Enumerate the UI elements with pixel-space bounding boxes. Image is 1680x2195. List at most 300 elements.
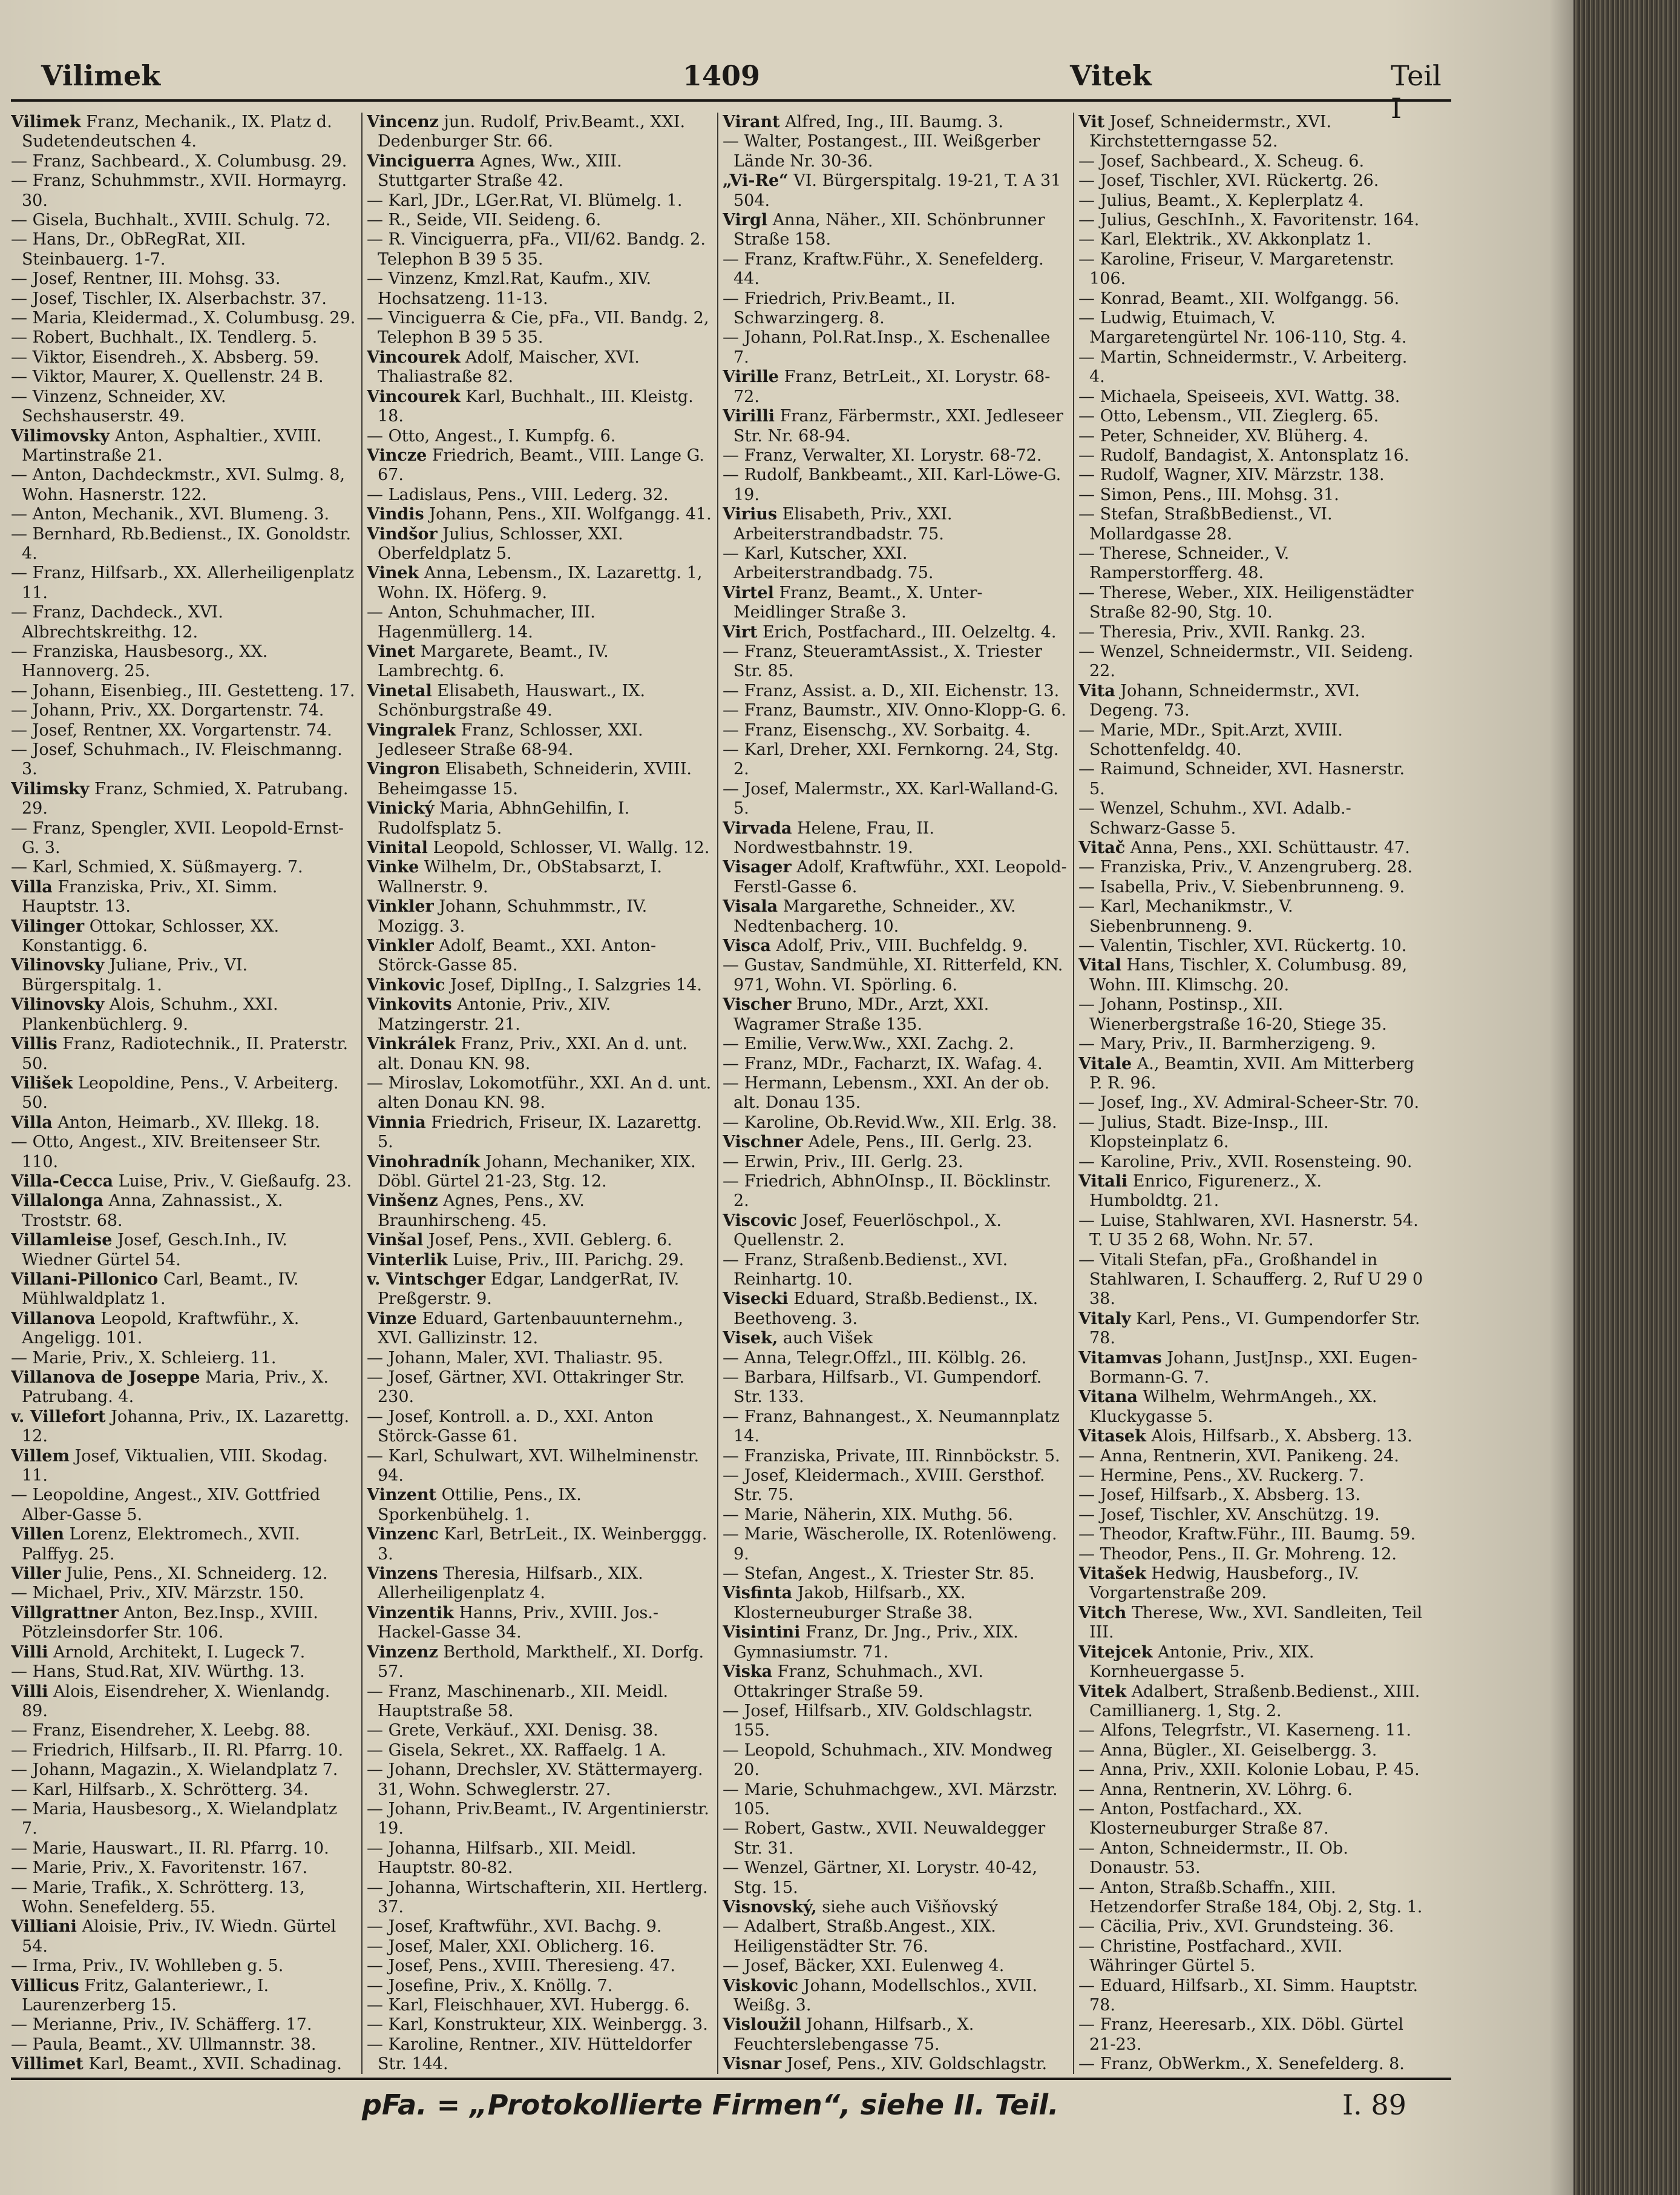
directory-entry xyxy=(1078,113,1423,152)
directory-entry xyxy=(367,976,712,995)
entry-surname: Visloužil xyxy=(723,2015,801,2035)
entry-details: Agnes, Pens., XV. Braunhirscheng. 45. xyxy=(378,1191,585,1230)
entry-surname: Vilinovsky xyxy=(11,956,105,975)
directory-entry xyxy=(11,1349,356,1368)
entry-surname: Vincourek xyxy=(367,347,461,367)
entry-details: — Karl, Hilfsarb., X. Schrötterg. 34. xyxy=(11,1780,309,1799)
entry-details: — Rudolf, Bandagist, X. Antonsplatz 16. xyxy=(1078,446,1409,465)
entry-details: — Karl, Konstrukteur, XIX. Weinbergg. 3. xyxy=(367,2015,708,2035)
entry-details: — Otto, Angest., I. Kumpfg. 6. xyxy=(367,426,616,446)
entry-details: Elisabeth, Priv., XXI. Arbeiterstrandbadstr. 75. xyxy=(733,505,953,544)
directory-entry xyxy=(723,1329,1068,1348)
entry-surname: Visintini xyxy=(723,1623,801,1642)
entry-surname: Vinzent xyxy=(367,1486,436,1505)
entry-details: — Franz, Assist. a. D., XII. Eichenstr. 13. xyxy=(723,681,1060,700)
directory-entry xyxy=(1078,623,1423,642)
directory-entry xyxy=(723,1780,1068,1820)
directory-entry xyxy=(11,113,356,152)
entry-details: — Josef, Ing., XV. Admiral-Scheer-Str. 70. xyxy=(1078,1093,1420,1113)
entry-details: — Therese, Weber., XIX. Heiligenstädter Straße 82-90, Stg. 10. xyxy=(1078,583,1414,622)
entry-details: — Franz, Maschinenarb., XII. Meidl. Hauptstraße 58. xyxy=(367,1682,669,1720)
entry-details: Leopoldine, Pens., V. Arbeiterg. 50. xyxy=(22,1073,339,1113)
directory-entry xyxy=(367,1191,712,1231)
directory-entry xyxy=(723,1819,1068,1858)
entry-details: Josef, Gesch.Inh., IV. Wiedner Gürtel 54. xyxy=(22,1231,287,1269)
directory-entry xyxy=(11,1604,356,1643)
directory-entry xyxy=(1078,1741,1423,1760)
directory-entry xyxy=(367,1525,712,1564)
directory-entry xyxy=(1078,897,1423,936)
entry-details: — Johann, Maler, XVI. Thaliastr. 95. xyxy=(367,1348,663,1367)
entry-surname: Vitašek xyxy=(1078,1564,1146,1584)
directory-entry xyxy=(1078,1917,1423,1937)
directory-entry xyxy=(367,838,712,858)
entry-details: — Erwin, Priv., III. Gerlg. 23. xyxy=(723,1152,963,1171)
directory-entry xyxy=(367,1682,712,1722)
entry-surname: Villani-Pillonico xyxy=(11,1269,159,1289)
entry-details: — Vinzenz, Schneider, XV. Sechshauserstr. 49. xyxy=(11,387,226,426)
entry-details: — Friedrich, AbhnOInsp., II. Böcklinstr. 2. xyxy=(723,1171,1051,1211)
directory-entry xyxy=(723,1153,1068,1172)
entry-details: Theresia, Hilfsarb., XIX. Allerheiligenplatz 4. xyxy=(378,1564,643,1603)
directory-entry xyxy=(723,1035,1068,1054)
entry-surname: Vinzenz xyxy=(367,1642,438,1662)
directory-entry xyxy=(723,1407,1068,1447)
directory-entry xyxy=(367,897,712,936)
entry-details: Karl, Buchhalt., III. Kleistg. 18. xyxy=(378,387,694,426)
directory-entry xyxy=(723,995,1068,1035)
column-divider xyxy=(361,113,363,2074)
entry-details: — Josef, Maler, XXI. Oblicherg. 16. xyxy=(367,1937,655,1956)
directory-entry xyxy=(1078,309,1423,348)
directory-entry xyxy=(1078,1211,1423,1251)
entry-details: — Anna, Priv., XXII. Kolonie Lobau, P. 45. xyxy=(1078,1760,1420,1780)
entry-surname: Vit xyxy=(1078,113,1105,131)
directory-entry xyxy=(1078,427,1423,446)
entry-surname: Vincenz xyxy=(367,113,439,131)
directory-entry xyxy=(11,1525,356,1564)
entry-surname: Vilinovsky xyxy=(11,995,105,1015)
directory-entry xyxy=(1078,1387,1423,1427)
entry-details: Arnold, Architekt, I. Lugeck 7. xyxy=(53,1642,306,1662)
entry-details: — Martin, Schneidermstr., V. Arbeiterg. 4. xyxy=(1078,347,1408,387)
directory-entry xyxy=(723,1055,1068,1074)
directory-entry xyxy=(367,309,712,348)
entry-details: Anna, Zahnassist., X. Troststr. 68. xyxy=(22,1191,283,1230)
entry-details: — Karl, Dreher, XXI. Fernkorng. 24, Stg. 2. xyxy=(723,740,1059,779)
directory-entry xyxy=(367,1721,712,1740)
entry-details: — Ludwig, Etuimach, V. Margaretengürtel Nr. 106-110, Stg. 4. xyxy=(1078,309,1407,347)
entry-details: Antonie, Priv., XIX. Kornheuergasse 5. xyxy=(1089,1642,1314,1682)
directory-entry xyxy=(367,721,712,760)
directory-entry xyxy=(723,956,1068,995)
entry-details: — Josefine, Priv., X. Knöllg. 7. xyxy=(367,1976,613,1995)
directory-entry xyxy=(1078,2055,1423,2074)
header-last-name: Vitek xyxy=(1070,59,1152,92)
entry-surname: Vilišek xyxy=(11,1073,73,1093)
entry-surname: Villiani xyxy=(11,1917,77,1937)
directory-entry xyxy=(367,1564,712,1604)
entry-details: — Christine, Postfachard., XVII. Währinger Gürtel 5. xyxy=(1078,1937,1343,1976)
directory-entry xyxy=(11,1800,356,1839)
directory-entry xyxy=(1078,1349,1423,1388)
entry-details: Josef, Viktualien, VIII. Skodag. 11. xyxy=(22,1446,328,1486)
entry-surname: Vitaly xyxy=(1078,1309,1131,1328)
entry-details: — Franziska, Hausbesorg., XX. Hannoverg. 25. xyxy=(11,642,268,681)
entry-surname: Vinet xyxy=(367,642,416,661)
entry-details: Margarete, Beamt., IV. Lambrechtg. 6. xyxy=(378,642,609,681)
directory-entry xyxy=(11,995,356,1035)
directory-entry xyxy=(11,289,356,309)
entry-surname: Villa xyxy=(11,877,53,897)
column-divider xyxy=(717,113,718,2074)
directory-entry xyxy=(723,132,1068,171)
directory-entry xyxy=(1078,1545,1423,1564)
directory-entry xyxy=(1078,1506,1423,1525)
entry-surname: Vilinger xyxy=(11,917,85,936)
entry-details: — Karoline, Ob.Revid.Ww., XII. Erlg. 38. xyxy=(723,1113,1057,1132)
directory-entry xyxy=(723,250,1068,289)
entry-details: — Karoline, Priv., XVII. Rosensteing. 90. xyxy=(1078,1152,1413,1171)
entry-surname: Vitejcek xyxy=(1078,1642,1153,1662)
entry-details: Franz, Mechanik., IX. Platz d. Sudetendeutschen 4. xyxy=(22,113,332,151)
entry-details: — Karl, Fleischhauer, XVI. Hubergg. 6. xyxy=(367,1996,691,2015)
directory-entry xyxy=(11,956,356,995)
entry-surname: Villanova xyxy=(11,1309,96,1328)
directory-entry xyxy=(11,1878,356,1918)
entry-details: Johann, Schneidermstr., XVI. Degeng. 73. xyxy=(1089,681,1360,720)
entry-details: — Otto, Angest., XIV. Breitenseer Str. 110. xyxy=(11,1133,321,1171)
directory-entry xyxy=(1078,1113,1423,1153)
entry-details: — Karl, JDr., LGer.Rat, VI. Blümelg. 1. xyxy=(367,191,683,210)
entry-details: — Hans, Dr., ObRegRat, XII. Steinbauerg. 1-7. xyxy=(11,230,246,269)
directory-entry xyxy=(11,1741,356,1760)
directory-entry xyxy=(367,1996,712,2015)
directory-entry xyxy=(723,2055,1068,2074)
entry-surname: Vinšenz xyxy=(367,1191,438,1211)
entry-details: — Anna, Telegr.Offzl., III. Kölblg. 26. xyxy=(723,1348,1027,1367)
directory-entry xyxy=(723,1584,1068,1623)
entry-details: — Paula, Beamt., XV. Ullmannstr. 38. xyxy=(11,2035,317,2054)
entry-surname: Villamleise xyxy=(11,1231,113,1250)
directory-entry xyxy=(11,152,356,171)
entry-details: siehe auch Višňovský xyxy=(822,1897,999,1917)
entry-surname: Viller xyxy=(11,1564,61,1584)
entry-details: — Josef, Kleidermach., XVIII. Gersthof. Str. 75. xyxy=(723,1466,1045,1505)
entry-details: Alois, Eisendreher, X. Wienlandg. 89. xyxy=(22,1682,330,1720)
directory-entry xyxy=(1078,1427,1423,1446)
directory-entry xyxy=(723,113,1068,132)
entry-surname: Villgrattner xyxy=(11,1603,119,1622)
entry-details: Johann, Modellschlos., XVII. Weißg. 3. xyxy=(733,1976,1038,2015)
entry-details: — Walter, Postangest., III. Weißgerber Lände Nr. 30-36. xyxy=(723,132,1040,171)
entry-details: — Franz, Dachdeck., XVI. Albrechtskreithg. 12. xyxy=(11,603,223,642)
entry-surname: Vinkovic xyxy=(367,975,445,995)
entry-details: — Johann, Eisenbieg., III. Gestetteng. 17. xyxy=(11,681,355,700)
entry-details: — Robert, Buchhalt., IX. Tendlerg. 5. xyxy=(11,328,318,347)
entry-details: Franziska, Priv., XI. Simm. Hauptstr. 13. xyxy=(22,877,278,917)
entry-details: Josef, DiplIng., I. Salzgries 14. xyxy=(450,975,702,995)
directory-entry xyxy=(11,1231,356,1270)
directory-entry xyxy=(1078,956,1423,995)
entry-details: Berthold, Markthelf., XI. Dorfg. 57. xyxy=(378,1642,704,1682)
directory-entry xyxy=(11,1113,356,1133)
directory-entry xyxy=(367,427,712,446)
directory-entry xyxy=(1078,191,1423,211)
directory-entry xyxy=(367,211,712,230)
directory-entry xyxy=(723,544,1068,584)
directory-entry xyxy=(11,466,356,505)
entry-details: — Gisela, Sekret., XX. Raffaelg. 1 A. xyxy=(367,1740,666,1760)
entry-surname: Vilimek xyxy=(11,113,81,131)
directory-entry xyxy=(723,780,1068,819)
entry-details: — Franz, Kraftw.Führ., X. Senefelderg. 44. xyxy=(723,249,1044,289)
directory-entry xyxy=(367,1760,712,1800)
column-3 xyxy=(723,113,1068,2074)
entry-details: — R. Vinciguerra, pFa., VII/62. Bandg. 2. Telephon B 39 5 35. xyxy=(367,230,706,269)
entry-details: — Josef, Tischler, XVI. Rückertg. 26. xyxy=(1078,171,1379,191)
entry-surname: Visnovský, xyxy=(723,1897,817,1917)
entry-surname: Virilli xyxy=(723,407,775,426)
entry-details: — Anton, Schneidermstr., II. Ob. Donaustr. 53. xyxy=(1078,1838,1348,1878)
entry-details: Elisabeth, Schneiderin, XVIII. Beheimgasse 15. xyxy=(378,760,692,798)
directory-entry xyxy=(1078,878,1423,897)
entry-details: — Friedrich, Priv.Beamt., II. Schwarzingerg. 8. xyxy=(723,289,956,328)
directory-entry xyxy=(723,1251,1068,1290)
entry-details: — Josef, Tischler, XV. Anschützg. 19. xyxy=(1078,1505,1380,1524)
directory-entry xyxy=(367,446,712,485)
entry-details: Franz, BetrLeit., XI. Lorystr. 68-72. xyxy=(733,367,1051,406)
entry-details: — Wenzel, Schuhm., XVI. Adalb.-Schwarz-Gasse 5. xyxy=(1078,799,1351,838)
entry-details: — Josef, Malermstr., XX. Karl-Walland-G. 5. xyxy=(723,779,1058,818)
entry-surname: Vinkovits xyxy=(367,995,452,1015)
entry-details: Franz, Dr. Jng., Priv., XIX. Gymnasiumstr. 71. xyxy=(733,1623,1019,1662)
entry-details: — Josef, Pens., XVIII. Theresieng. 47. xyxy=(367,1956,676,1976)
entry-details: Adolf, Kraftwführ., XXI. Leopold-Ferstl-Gasse 6. xyxy=(733,858,1067,897)
directory-entry xyxy=(367,1270,712,1309)
entry-details: — Josef, Gärtner, XVI. Ottakringer Str. 230. xyxy=(367,1368,684,1407)
directory-entry xyxy=(367,682,712,721)
entry-details: Margarethe, Schneider., XV. Nedtenbacherg. 10. xyxy=(733,897,1016,936)
column-2 xyxy=(367,113,712,2074)
entry-details: Agnes, Ww., XIII. Stuttgarter Straße 42. xyxy=(378,151,622,191)
directory-entry xyxy=(1078,171,1423,191)
entry-details: — Johanna, Hilfsarb., XII. Meidl. Hauptstr. 80-82. xyxy=(367,1838,637,1878)
entry-details: Carl, Beamt., IV. Mühlwaldplatz 1. xyxy=(22,1269,299,1309)
directory-entry xyxy=(11,682,356,701)
entry-details: Karl, Beamt., XVII. Schadinag. xyxy=(88,2055,343,2074)
directory-entry xyxy=(1078,485,1423,505)
directory-entry xyxy=(1078,1447,1423,1466)
entry-surname: Vilimovsky xyxy=(11,426,110,446)
directory-entry xyxy=(1078,936,1423,956)
entry-details: — Anton, Straßb.Schaffn., XIII. Hetzendorfer Straße 184, Obj. 2, Stg. 1. xyxy=(1078,1878,1423,1917)
directory-entry xyxy=(723,1466,1068,1506)
directory-entry xyxy=(1078,682,1423,721)
directory-entry xyxy=(11,2035,356,2055)
entry-details: — Gustav, Sandmühle, XI. Ritterfeld, KN. 971, Wohn. VI. Spörling. 6. xyxy=(723,956,1063,995)
entry-details: — Karl, Kutscher, XXI. Arbeiterstrandbadg. 75. xyxy=(723,544,934,583)
entry-details: Luise, Priv., V. Gießaufg. 23. xyxy=(118,1171,352,1191)
entry-surname: Vital xyxy=(1078,956,1121,975)
directory-entry xyxy=(367,1937,712,1956)
entry-details: — Vinciguerra & Cie, pFa., VII. Bandg. 2, Telephon B 39 5 35. xyxy=(367,309,709,347)
entry-details: Lorenz, Elektromech., XVII. Palffyg. 25. xyxy=(22,1525,300,1564)
entry-surname: Vinek xyxy=(367,564,419,583)
entry-details: — R., Seide, VII. Seideng. 6. xyxy=(367,211,602,230)
directory-entry xyxy=(723,1956,1068,1976)
entry-details: — Johann, Pol.Rat.Insp., X. Eschenallee 7. xyxy=(723,328,1051,367)
entry-details: Josef, Pens., XVII. Geblerg. 6. xyxy=(428,1231,672,1250)
entry-details: — Theodor, Pens., II. Gr. Mohreng. 12. xyxy=(1078,1544,1397,1564)
entry-surname: Villis xyxy=(11,1035,57,1054)
directory-entry xyxy=(367,485,712,505)
directory-entry xyxy=(1078,1780,1423,1800)
entry-details: — Rudolf, Bankbeamt., XII. Karl-Löwe-G. 19. xyxy=(723,466,1061,504)
entry-details: — Karl, Schulwart, XVI. Wilhelminenstr. 94. xyxy=(367,1446,700,1486)
entry-details: Leopold, Schlosser, VI. Wallg. 12. xyxy=(433,838,710,858)
directory-entry xyxy=(723,740,1068,780)
entry-details: — Viktor, Maurer, X. Quellenstr. 24 B. xyxy=(11,367,324,387)
directory-entry xyxy=(367,2015,712,2035)
entry-details: — Ladislaus, Pens., VIII. Lederg. 32. xyxy=(367,485,669,504)
entry-surname: Visala xyxy=(723,897,778,917)
entry-surname: Vinke xyxy=(367,858,419,877)
entry-details: Karl, BetrLeit., IX. Weinberggg. 3. xyxy=(378,1525,707,1564)
directory-entry xyxy=(1078,721,1423,760)
directory-entry xyxy=(1078,799,1423,838)
entry-surname: Visecki xyxy=(723,1289,789,1309)
directory-entry xyxy=(1078,1153,1423,1172)
directory-entry xyxy=(723,1564,1068,1584)
directory-entry xyxy=(1078,584,1423,623)
directory-entry xyxy=(367,387,712,427)
directory-entry xyxy=(11,387,356,427)
directory-entry xyxy=(367,1486,712,1525)
directory-entry xyxy=(723,289,1068,329)
directory-entry xyxy=(367,1604,712,1643)
entry-details: — Marie, Trafik., X. Schrötterg. 13, Wohn. Senefelderg. 55. xyxy=(11,1878,305,1917)
entry-details: Enrico, Figurenerz., X. Humboldtg. 21. xyxy=(1089,1171,1322,1211)
entry-surname: Vitek xyxy=(1078,1682,1127,1701)
entry-details: — Konrad, Beamt., XII. Wolfgangg. 56. xyxy=(1078,289,1400,308)
directory-entry xyxy=(723,1917,1068,1956)
entry-details: Juliane, Priv., VI. Bürgerspitalg. 1. xyxy=(22,956,248,995)
directory-entry xyxy=(1078,642,1423,682)
directory-entry xyxy=(11,367,356,387)
entry-details: Josef, Schneidermstr., XVI. Kirchstetterngasse 52. xyxy=(1089,113,1332,151)
entry-details: — Wenzel, Gärtner, XI. Lorystr. 40-42, Stg. 15. xyxy=(723,1858,1038,1897)
entry-surname: Viska xyxy=(723,1662,773,1682)
entry-details: Luise, Priv., III. Parichg. 29. xyxy=(453,1250,684,1269)
entry-surname: Villa xyxy=(11,1113,53,1132)
entry-surname: Vinohradník xyxy=(367,1152,481,1171)
entry-details: Karl, Pens., VI. Gumpendorfer Str. 78. xyxy=(1089,1309,1420,1348)
entry-details: — Theresia, Priv., XVII. Rankg. 23. xyxy=(1078,622,1366,642)
entry-details: Maria, Priv., X. Patrubang. 4. xyxy=(22,1368,329,1407)
directory-entry xyxy=(11,171,356,211)
directory-entry xyxy=(367,2035,712,2074)
entry-details: — Grete, Verkäuf., XXI. Denisg. 38. xyxy=(367,1721,658,1740)
directory-entry xyxy=(723,1133,1068,1152)
directory-entry xyxy=(1078,250,1423,289)
entry-details: Eduard, Straßb.Bedienst., IX. Beethoveng. 3. xyxy=(733,1289,1039,1328)
entry-surname: Vischner xyxy=(723,1133,804,1152)
directory-entry xyxy=(11,1662,356,1682)
entry-details: — Josef, Tischler, IX. Alserbachstr. 37. xyxy=(11,289,327,308)
entry-details: Hanns, Priv., XVIII. Jos.-Hackel-Gasse 34. xyxy=(378,1603,659,1642)
entry-details: Leopold, Kraftwführ., X. Angeligg. 101. xyxy=(22,1309,300,1348)
directory-entry xyxy=(367,1153,712,1192)
entry-surname: Visager xyxy=(723,858,792,877)
entry-details: — Simon, Pens., III. Mohsg. 31. xyxy=(1078,485,1339,504)
entry-details: Franz, Beamt., X. Unter-Meidlinger Straße 3. xyxy=(733,583,983,622)
entry-surname: Vitali xyxy=(1078,1171,1128,1191)
entry-surname: Vindšor xyxy=(367,524,438,544)
entry-details: Alois, Schuhm., XXI. Plankenbüchlerg. 9. xyxy=(22,995,278,1034)
entry-details: — Raimund, Schneider, XVI. Hasnerstr. 5. xyxy=(1078,760,1405,798)
entry-details: — Josef, Kraftwführ., XVI. Bachg. 9. xyxy=(367,1917,662,1937)
entry-details: — Anton, Postfachard., XX. Klosterneuburger Straße 87. xyxy=(1078,1799,1329,1838)
directory-entry xyxy=(1078,211,1423,230)
directory-entry xyxy=(723,682,1068,701)
directory-entry xyxy=(1078,466,1423,485)
directory-entry xyxy=(723,367,1068,407)
entry-details: — Franz, Eisenschg., XV. Sorbaitg. 4. xyxy=(723,720,1031,740)
directory-entry xyxy=(367,269,712,309)
directory-entry xyxy=(1078,505,1423,544)
directory-entry xyxy=(11,1760,356,1780)
directory-entry xyxy=(11,819,356,858)
entry-details: Franz, Schlosser, XXI. Jedleseer Straße 68-94. xyxy=(378,720,643,759)
entry-details: Anton, Asphaltier., XVIII. Martinstraße 21. xyxy=(22,426,322,465)
directory-entry xyxy=(723,584,1068,623)
entry-details: — Franz, Heeresarb., XIX. Döbl. Gürtel 21-23. xyxy=(1078,2015,1403,2054)
entry-surname: v. Villefort xyxy=(11,1407,106,1426)
directory-entry xyxy=(11,211,356,230)
directory-entry xyxy=(1078,544,1423,584)
entry-details: — Cäcilia, Priv., XVI. Grundsteing. 36. xyxy=(1078,1917,1394,1937)
entry-details: — Michaela, Speiseeis, XVI. Wattg. 38. xyxy=(1078,387,1400,406)
entry-details: — Leopoldine, Angest., XIV. Gottfried Alber-Gasse 5. xyxy=(11,1486,321,1524)
directory-entry xyxy=(723,1525,1068,1564)
entry-details: — Franz, Eisendreher, X. Leebg. 88. xyxy=(11,1721,311,1740)
entry-surname: Vinzens xyxy=(367,1564,438,1584)
entry-surname: Vinetal xyxy=(367,681,432,700)
entry-surname: Visca xyxy=(723,936,771,956)
directory-entry xyxy=(1078,1643,1423,1682)
directory-entry xyxy=(723,721,1068,740)
entry-surname: Vilimsky xyxy=(11,779,90,798)
entry-details: Adolf, Priv., VIII. Buchfeldg. 9. xyxy=(776,936,1028,956)
entry-details: Alois, Hilfsarb., X. Absberg. 13. xyxy=(1151,1427,1413,1446)
entry-surname: Visnar xyxy=(723,2055,782,2074)
directory-entry xyxy=(1078,230,1423,249)
entry-surname: Visek, xyxy=(723,1329,778,1348)
entry-details: — Julius, Stadt. Bize-Insp., III. Klopsteinplatz 6. xyxy=(1078,1113,1329,1152)
entry-details: — Franz, Baumstr., XIV. Onno-Klopp-G. 6. xyxy=(723,701,1066,720)
entry-surname: Villen xyxy=(11,1525,65,1544)
directory-entry xyxy=(367,1368,712,1407)
directory-entry xyxy=(1078,1604,1423,1643)
directory-entry xyxy=(11,505,356,524)
directory-entry xyxy=(367,995,712,1035)
directory-entry xyxy=(723,1447,1068,1466)
footer-signature: I. 89 xyxy=(1342,2088,1406,2121)
entry-details: — Hermine, Pens., XV. Ruckerg. 7. xyxy=(1078,1466,1365,1486)
entry-details: — Eduard, Hilfsarb., XI. Simm. Hauptstr. 78. xyxy=(1078,1976,1419,2015)
entry-details: auch Višek xyxy=(783,1329,873,1348)
